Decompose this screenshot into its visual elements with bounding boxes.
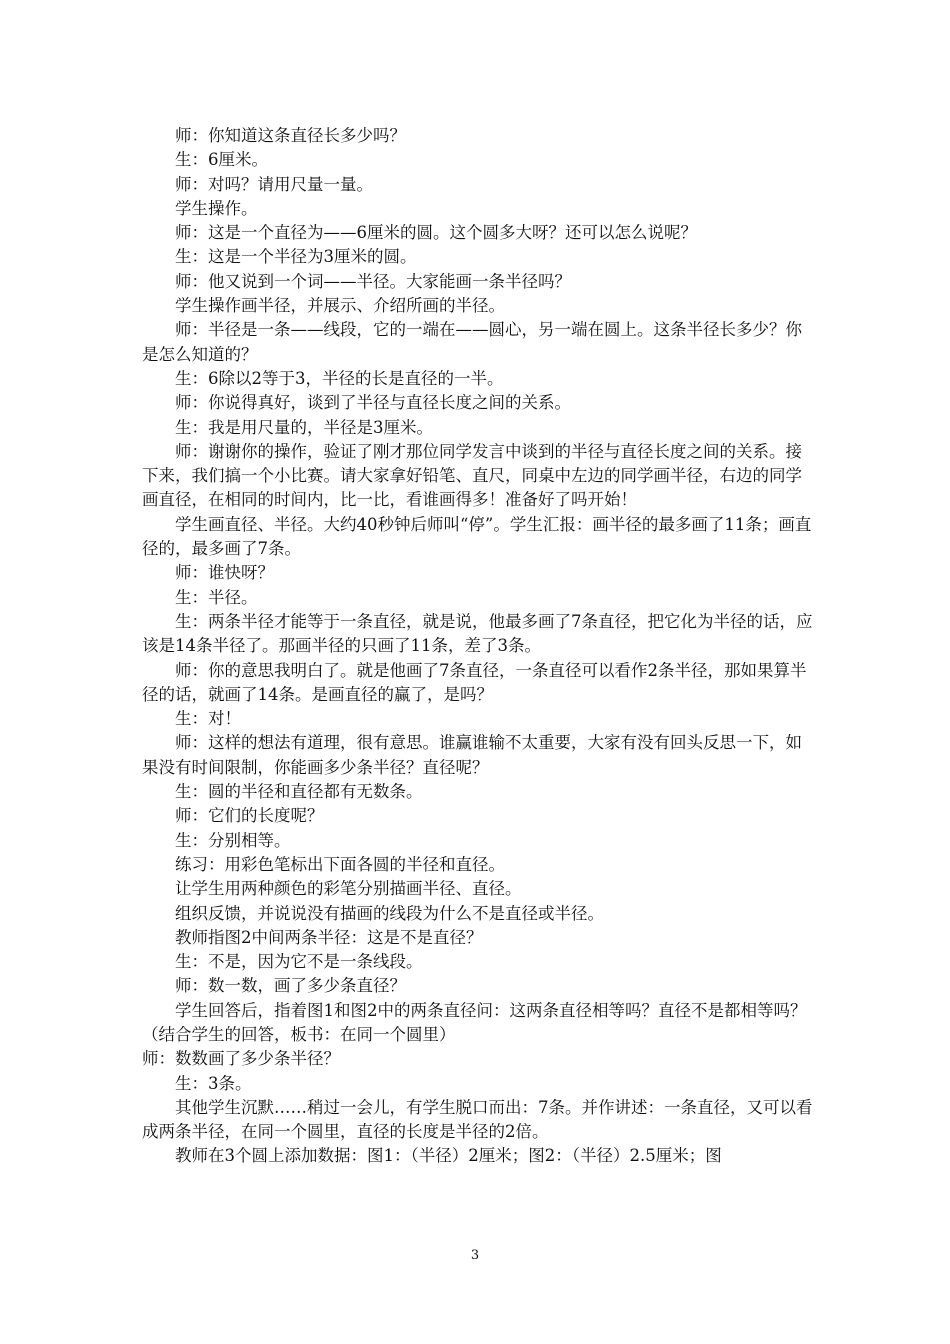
paragraph: 生：半径。: [175, 587, 258, 607]
paragraph: 练习：用彩色笔标出下面各圆的半径和直径。: [175, 854, 505, 874]
body-text: [142, 124, 814, 1169]
paragraph: 生：对！: [175, 709, 241, 729]
paragraph: 生：6除以2等于3，半径的长是直径的一半。: [175, 368, 504, 388]
paragraph: 师：它们的长度呢？: [175, 806, 324, 826]
paragraph: 生：圆的半径和直径都有无数条。: [175, 782, 423, 802]
paragraph: 教师指图2中间两条半径：这是不是直径？: [175, 927, 483, 947]
paragraph: 生：不是，因为它不是一条线段。: [175, 952, 423, 972]
paragraph: 师：你知道这条直径长多少吗？: [175, 126, 406, 145]
paragraph: 师：数数画了多少条半径？: [142, 1049, 340, 1069]
paragraph: 生：6厘米。: [175, 150, 268, 170]
paragraph: 学生操作画半径，并展示、介绍所画的半径。: [175, 296, 505, 316]
paragraph: 师：半径是一条——线段，它的一端在——圆心，另一端在圆上。这条半径长多少？你是怎么知道的？: [142, 320, 802, 364]
paragraph: 师：你说得真好，谈到了半径与直径长度之间的关系。: [175, 393, 571, 413]
paragraph: 师：这是一个直径为——6厘米的圆。这个圆多大呀？还可以怎么说呢？: [175, 223, 697, 243]
paragraph: 师：数一数，画了多少条直径？: [175, 976, 406, 996]
paragraph: 师：谁快呀？: [175, 563, 274, 583]
paragraph: 教师在3个圆上添加数据：图1：（半径）2厘米；图2：（半径）2.5厘米；图: [175, 1146, 722, 1166]
paragraph: 师：你的意思我明白了。就是他画了7条直径，一条直径可以看作2条半径，那如果算半径的话，就画了14条。是画直径的赢了，是吗？: [142, 660, 807, 704]
paragraph: 师：这样的想法有道理，很有意思。谁赢谁输不太重要，大家有没有回头反思一下，如果没有时间限制，你能画多少条半径？直径呢？: [142, 733, 802, 777]
page-number: 3: [470, 1248, 480, 1263]
paragraph: 生：这是一个半径为3厘米的圆。: [175, 247, 417, 267]
paragraph: 学生操作。: [175, 198, 258, 218]
paragraph: 生：3条。: [175, 1073, 252, 1093]
paragraph: 师：他又说到一个词——半径。大家能画一条半径吗？: [175, 271, 571, 291]
paragraph: 组织反馈，并说说没有描画的线段为什么不是直径或半径。: [175, 903, 604, 923]
paragraph: 生：我是用尺量的，半径是3厘米。: [175, 417, 433, 437]
paragraph: 师：谢谢你的操作，验证了刚才那位同学发言中谈到的半径与直径长度之间的关系。接下来，我们搞一个小比赛。请大家拿好铅笔、直尺，同桌中左边的同学画半径，右边的同学画直径，在相同的时间内，比一比，看谁画得多！准备好了吗开始！: [142, 441, 802, 510]
paragraph: 生：分别相等。: [175, 830, 291, 850]
paragraph: 学生画直径、半径。大约40秒钟后师叫“停”。学生汇报：画半径的最多画了11条；画直径的，最多画了7条。: [142, 514, 812, 559]
paragraph: 其他学生沉默……稍过一会儿，有学生脱口而出：7条。并作讲述：一条直径，又可以看成两条半径，在同一个圆里，直径的长度是半径的2倍。: [142, 1097, 813, 1142]
paragraph: 让学生用两种颜色的彩笔分别描画半径、直径。: [175, 879, 522, 899]
paragraph: 学生回答后，指着图1和图2中的两条直径问：这两条直径相等吗？直径不是都相等吗？（结合学生的回答，板书：在同一个圆里）: [142, 1000, 807, 1044]
paragraph: 师：对吗？请用尺量一量。: [175, 174, 373, 194]
paragraph: 生：两条半径才能等于一条直径，就是说，他最多画了7条直径，把它化为半径的话，应该是14条半径了。那画半径的只画了11条，差了3条。: [142, 611, 813, 656]
